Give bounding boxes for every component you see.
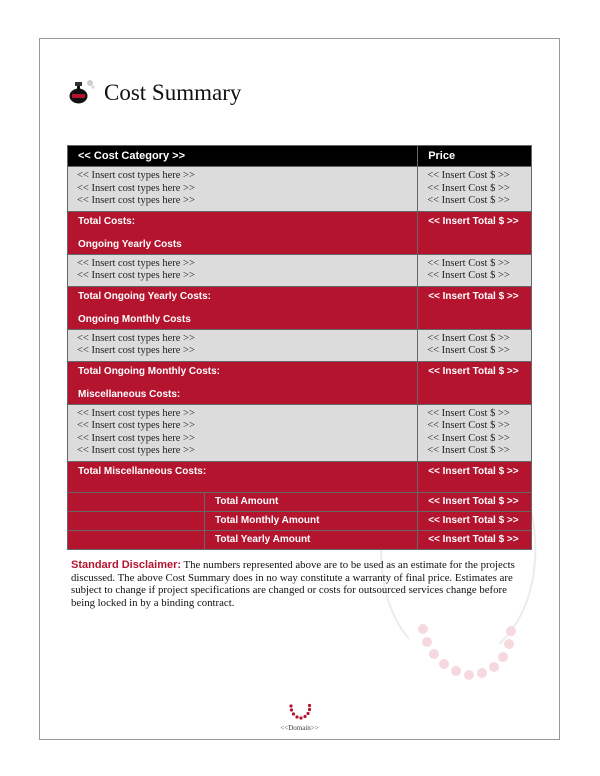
title-row xyxy=(68,79,241,107)
summary-row xyxy=(68,530,532,549)
section-total-row xyxy=(68,211,532,254)
cost-value-cell: << Insert Cost $ >> xyxy=(427,170,510,181)
cost-type-cell: << Insert cost types here >> xyxy=(77,170,195,181)
section-heading: Ongoing Yearly Costs xyxy=(78,238,182,250)
cost-value-cell: << Insert Cost $ >> xyxy=(427,182,510,194)
cost-type-cell: << Insert cost types here >> xyxy=(77,445,195,456)
section-total-row xyxy=(68,361,532,404)
summary-row xyxy=(68,492,532,511)
section-total-value: << Insert Total $ >> xyxy=(428,365,519,377)
cost-value-cell: << Insert Cost $ >> xyxy=(427,420,510,431)
header-category: << Cost Category >> xyxy=(68,146,418,167)
document-page xyxy=(39,38,560,740)
cost-summary-table xyxy=(67,145,532,550)
section-total-label: Total Miscellaneous Costs: xyxy=(78,465,207,477)
section-total-value: << Insert Total $ >> xyxy=(428,290,519,302)
summary-row xyxy=(68,511,532,530)
summary-label: Total Monthly Amount xyxy=(205,511,418,530)
summary-value: << Insert Total $ >> xyxy=(418,530,532,549)
section-total-value: << Insert Total $ >> xyxy=(428,215,519,227)
perfume-bottle-icon xyxy=(68,79,96,107)
summary-spacer xyxy=(68,511,205,530)
cost-value-cell: << Insert Cost $ >> xyxy=(427,257,510,269)
section-total-label: Total Costs: xyxy=(78,215,136,227)
summary-label: Total Yearly Amount xyxy=(205,530,418,549)
cost-items-row xyxy=(68,329,532,361)
cost-type-cell: << Insert cost types here >> xyxy=(77,332,195,344)
cost-type-cell: << Insert cost types here >> xyxy=(77,345,195,356)
cost-value-cell: << Insert Cost $ >> xyxy=(427,270,510,281)
cost-type-cell: << Insert cost types here >> xyxy=(77,407,195,419)
disclaimer-text: The numbers represented above are to be used as an estimate for the projects discussed. The above Cost Summary does in no way constitute a warranty of final price. Estimates are subject to change if project specifications are changed or costs for outsourced services change before being locked in by a binding contract. xyxy=(71,559,515,609)
cost-value-cell: << Insert Cost $ >> xyxy=(427,432,510,444)
disclaimer-label: Standard Disclaimer: xyxy=(71,559,182,571)
summary-value: << Insert Total $ >> xyxy=(418,511,532,530)
section-total-label: Total Ongoing Monthly Costs: xyxy=(78,365,221,377)
cost-type-cell: << Insert cost types here >> xyxy=(77,432,195,444)
cost-type-cell: << Insert cost types here >> xyxy=(77,195,195,206)
section-total-row xyxy=(68,461,532,492)
cost-type-cell: << Insert cost types here >> xyxy=(77,420,195,431)
section-heading: Miscellaneous Costs: xyxy=(78,388,181,400)
footer-domain: <<Domain>> xyxy=(280,724,319,732)
cost-value-cell: << Insert Cost $ >> xyxy=(427,332,510,344)
cost-type-cell: << Insert cost types here >> xyxy=(77,270,195,281)
cost-type-cell: << Insert cost types here >> xyxy=(77,182,195,194)
header-price: Price xyxy=(418,146,532,167)
disclaimer xyxy=(71,559,533,609)
section-heading: Ongoing Monthly Costs xyxy=(78,313,191,325)
summary-label: Total Amount xyxy=(205,492,418,511)
cost-value-cell: << Insert Cost $ >> xyxy=(427,445,510,456)
section-total-value: << Insert Total $ >> xyxy=(428,465,519,477)
cost-value-cell: << Insert Cost $ >> xyxy=(427,407,510,419)
summary-spacer xyxy=(68,492,205,511)
page-title: Cost Summary xyxy=(104,80,242,105)
section-total-row xyxy=(68,286,532,329)
table-header-row xyxy=(68,146,532,167)
cost-items-row xyxy=(68,404,532,461)
footer xyxy=(40,703,559,732)
cost-items-row xyxy=(68,254,532,286)
cost-type-cell: << Insert cost types here >> xyxy=(77,257,195,269)
necklace-logo-icon xyxy=(287,703,313,723)
cost-items-row xyxy=(68,167,532,212)
cost-value-cell: << Insert Cost $ >> xyxy=(427,195,510,206)
summary-value: << Insert Total $ >> xyxy=(418,492,532,511)
cost-value-cell: << Insert Cost $ >> xyxy=(427,345,510,356)
summary-spacer xyxy=(68,530,205,549)
section-total-label: Total Ongoing Yearly Costs: xyxy=(78,290,211,302)
